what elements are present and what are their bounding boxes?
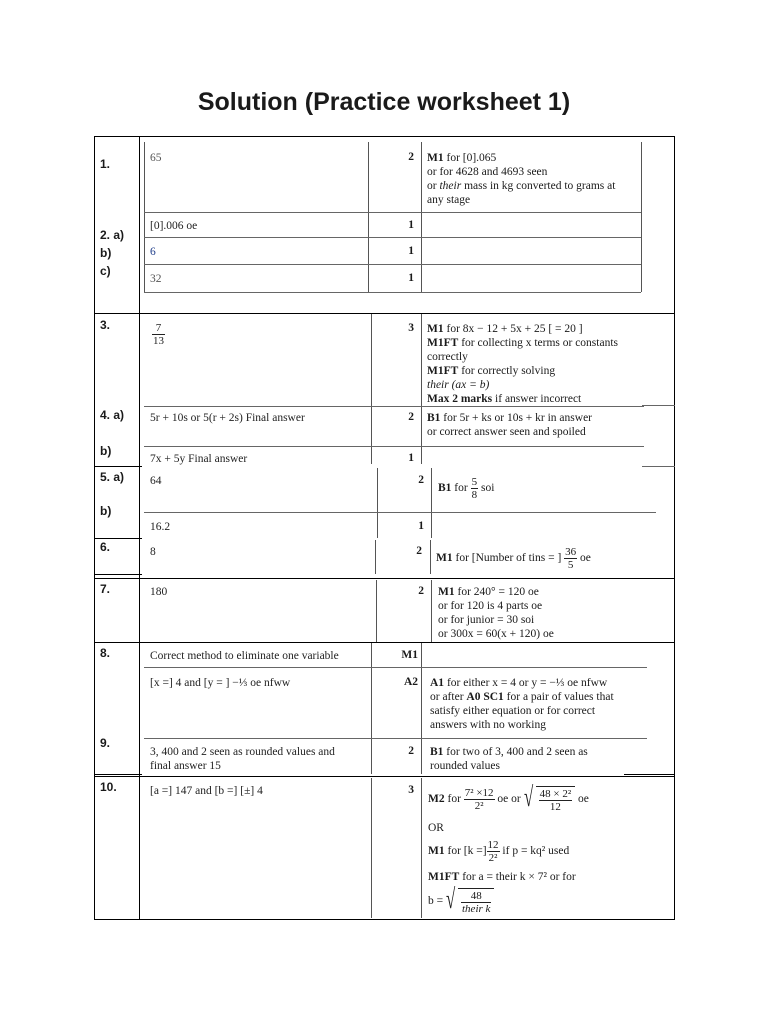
cell-border xyxy=(421,142,422,292)
cell-border xyxy=(642,466,675,467)
cell-border xyxy=(430,540,431,574)
cell-border xyxy=(376,580,377,642)
answer-cell: 3, 400 and 2 seen as rounded values and final answer 15 xyxy=(150,746,335,772)
marks-cell: 2 xyxy=(408,745,414,757)
row-divider xyxy=(94,313,675,314)
guidance-cell: M1 for [Number of tins = ] $\frac{36}{5}$ oe xyxy=(436,546,591,571)
cell-border xyxy=(144,142,145,292)
marks-cell: 3 xyxy=(408,784,414,796)
cell-border xyxy=(144,212,641,213)
answer-cell: 8 xyxy=(150,546,156,558)
guidance-cell: M1 for 240° = 120 oe or for 120 is 4 parts oe or for junior = 30 soi or 300x = 60(x + 120) oe xyxy=(438,586,554,640)
cell-border xyxy=(144,446,644,447)
cell-border xyxy=(371,778,372,918)
cell-border xyxy=(431,580,432,642)
answer-cell: 32 xyxy=(150,273,162,285)
row-divider xyxy=(94,774,142,775)
question-number: 6. xyxy=(100,540,111,554)
marks-cell: 2 xyxy=(408,411,414,423)
cell-border xyxy=(144,738,647,739)
question-number: 10. xyxy=(100,780,117,794)
answer-cell: 180 xyxy=(150,586,168,598)
cell-border xyxy=(144,292,641,293)
guidance-cell: A1 for either x = 4 or y = −⅓ oe nfww or after A0 SC1 for a pair of values that satisfy either equation or for correct answers with no working xyxy=(430,677,614,731)
question-number: 9. xyxy=(100,736,111,750)
guidance-cell: B1 for $\frac{5}{8}$ soi xyxy=(438,476,495,501)
answer-cell: [0].006 oe xyxy=(150,220,198,232)
row-divider xyxy=(94,574,142,575)
row-divider xyxy=(624,774,675,775)
question-number: 5. a) xyxy=(100,470,125,484)
marks-cell: M1 xyxy=(401,649,418,661)
cell-border xyxy=(641,142,642,292)
marks-cell: 3 xyxy=(408,322,414,334)
answer-cell: 7x + 5y Final answer xyxy=(150,453,248,465)
marks-cell: 1 xyxy=(408,245,414,257)
marks-cell: 1 xyxy=(418,520,424,532)
cell-border xyxy=(375,540,376,574)
answer-cell: 64 xyxy=(150,475,162,487)
answer-cell: 65 xyxy=(150,152,162,164)
question-number: 7. xyxy=(100,582,111,596)
question-number: b) xyxy=(100,246,112,260)
answer-cell: 5r + 10s or 5(r + 2s) Final answer xyxy=(150,412,305,424)
row-divider xyxy=(94,466,142,467)
marks-cell: 1 xyxy=(408,452,414,464)
row-divider xyxy=(94,776,675,777)
mark-scheme-table xyxy=(94,136,675,920)
marks-cell: 2 xyxy=(408,151,414,163)
marks-cell: A2 xyxy=(403,676,418,688)
cell-border xyxy=(144,406,644,407)
answer-cell: 16.2 xyxy=(150,521,171,533)
marks-cell: 1 xyxy=(408,272,414,284)
question-number: b) xyxy=(100,444,112,458)
cell-border xyxy=(144,264,641,265)
guidance-cell: M2 for $\frac{\text{7² ×12}}{\text{2²}}$ oe or √ $\frac{\text{48 × 2²}}{12}$ oe OR M1 for [k =] $\frac{12}{\text{2²}}$ if p = kq² used M1FT for a = their k × 7² or for b = √ $\frac{48}{\text{their k}}$ xyxy=(428,782,589,915)
row-divider xyxy=(94,538,142,539)
answer-cell: [x =] 4 and [y = ] −⅓ oe nfww xyxy=(150,677,291,689)
cell-border xyxy=(431,468,432,538)
column-divider xyxy=(139,136,140,920)
question-number: 2. a) xyxy=(100,228,125,242)
marks-cell: 1 xyxy=(408,219,414,231)
question-number: 8. xyxy=(100,646,111,660)
guidance-cell: B1 for two of 3, 400 and 2 seen as rounded values xyxy=(430,746,588,772)
question-number: c) xyxy=(100,264,111,278)
row-divider xyxy=(94,578,675,579)
row-divider xyxy=(94,642,675,643)
cell-border xyxy=(144,512,656,513)
cell-border xyxy=(421,314,422,464)
answer-cell: Correct method to eliminate one variable xyxy=(150,650,339,662)
question-number: 1. xyxy=(100,157,111,171)
cell-border xyxy=(368,142,369,292)
answer-cell: $\frac{7}{13}$ xyxy=(153,322,164,347)
cell-border xyxy=(371,314,372,464)
cell-border xyxy=(421,778,422,918)
page-title: Solution (Practice worksheet 1) xyxy=(197,88,571,116)
guidance-cell: M1 for 8x − 12 + 5x + 25 [ = 20 ] M1FT for collecting x terms or constants correctly M1FT for correctly solving their (ax = b) Max 2 marks if answer incorrect xyxy=(427,323,618,405)
cell-border xyxy=(642,405,675,406)
marks-cell: 2 xyxy=(418,474,424,486)
marks-cell: 2 xyxy=(416,545,422,557)
question-number: 4. a) xyxy=(100,408,125,422)
cell-border xyxy=(377,468,378,538)
answer-cell: 6 xyxy=(150,246,156,258)
guidance-cell: M1 for [0].065 or for 4628 and 4693 seen or their mass in kg converted to grams at any stage xyxy=(427,152,616,206)
question-number: 3. xyxy=(100,318,111,332)
answer-cell: [a =] 147 and [b =] [±] 4 xyxy=(150,785,263,797)
cell-border xyxy=(144,237,641,238)
marks-cell: 2 xyxy=(418,585,424,597)
cell-border xyxy=(144,667,647,668)
cell-border xyxy=(421,643,422,774)
question-number: b) xyxy=(100,504,112,518)
cell-border xyxy=(371,643,372,774)
guidance-cell: B1 for 5r + ks or 10s + kr in answer or correct answer seen and spoiled xyxy=(427,412,593,438)
